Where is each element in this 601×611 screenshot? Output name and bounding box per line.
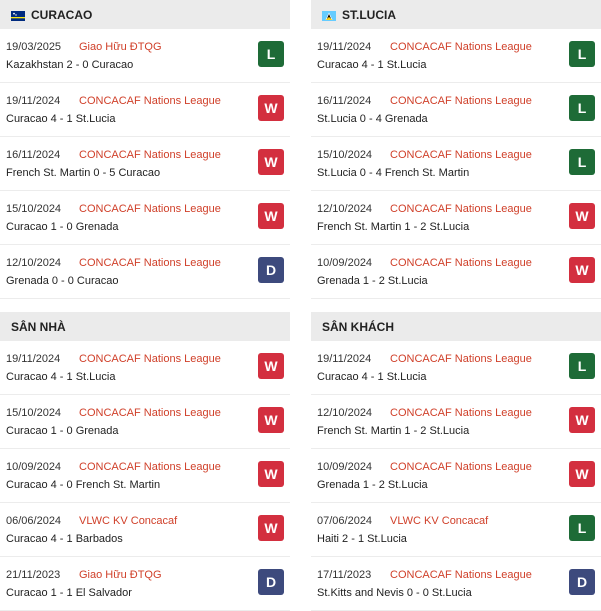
- match-row[interactable]: [0, 449, 290, 503]
- match-date: 15/10/2024: [6, 203, 62, 215]
- match-row[interactable]: [0, 557, 290, 611]
- match-date: 10/09/2024: [317, 257, 373, 269]
- match-row[interactable]: [311, 503, 601, 557]
- match-date: 10/09/2024: [6, 461, 62, 473]
- result-badge: W: [258, 407, 284, 433]
- team-name: ST.LUCIA: [342, 7, 396, 22]
- match-row[interactable]: [311, 191, 601, 245]
- match-score: St.Kitts and Nevis 0 - 0 St.Lucia: [317, 587, 472, 599]
- match-row[interactable]: [311, 245, 601, 299]
- match-competition[interactable]: CONCACAF Nations League: [79, 353, 221, 365]
- match-score: French St. Martin 0 - 5 Curacao: [6, 167, 161, 179]
- result-badge: W: [258, 461, 284, 487]
- match-row[interactable]: [311, 29, 601, 83]
- match-date: 19/11/2024: [6, 95, 61, 107]
- match-score: Kazakhstan 2 - 0 Curacao: [6, 59, 134, 71]
- match-score: Curacao 1 - 0 Grenada: [6, 221, 119, 233]
- match-competition[interactable]: CONCACAF Nations League: [79, 203, 221, 215]
- match-score: Grenada 0 - 0 Curacao: [6, 275, 119, 287]
- match-competition[interactable]: CONCACAF Nations League: [390, 461, 532, 473]
- match-row[interactable]: [311, 557, 601, 611]
- home-matches-list: [0, 341, 290, 611]
- match-row[interactable]: [0, 83, 290, 137]
- match-date: 19/11/2024: [6, 353, 61, 365]
- team-column-curacao: [0, 0, 290, 611]
- match-row[interactable]: [311, 83, 601, 137]
- match-score: Curacao 1 - 0 Grenada: [6, 425, 119, 437]
- match-row[interactable]: [311, 137, 601, 191]
- result-badge: W: [258, 203, 284, 229]
- result-badge: L: [569, 149, 595, 175]
- result-badge: L: [569, 41, 595, 67]
- match-score: Curacao 4 - 1 Barbados: [6, 533, 123, 545]
- match-competition[interactable]: Giao Hữu ĐTQG: [79, 41, 162, 53]
- match-date: 19/03/2025: [6, 41, 62, 53]
- match-score: French St. Martin 1 - 2 St.Lucia: [317, 425, 470, 437]
- match-date: 06/06/2024: [6, 515, 62, 527]
- match-competition[interactable]: CONCACAF Nations League: [390, 407, 532, 419]
- curacao-flag-icon: [11, 10, 25, 20]
- team-header-curacao: [0, 0, 290, 29]
- match-score: St.Lucia 0 - 4 French St. Martin: [317, 167, 470, 179]
- result-badge: W: [569, 407, 595, 433]
- match-competition[interactable]: CONCACAF Nations League: [79, 257, 221, 269]
- team-name: CURACAO: [31, 7, 93, 22]
- match-date: 07/06/2024: [317, 515, 373, 527]
- match-score: St.Lucia 0 - 4 Grenada: [317, 113, 428, 125]
- match-competition[interactable]: CONCACAF Nations League: [79, 95, 221, 107]
- match-row[interactable]: [0, 245, 290, 299]
- match-date: 17/11/2023: [317, 569, 372, 581]
- match-date: 16/11/2024: [317, 95, 372, 107]
- match-competition[interactable]: CONCACAF Nations League: [390, 203, 532, 215]
- match-row[interactable]: [311, 449, 601, 503]
- result-badge: L: [258, 41, 284, 67]
- result-badge: D: [258, 257, 284, 283]
- team-header-st-lucia: [311, 0, 601, 29]
- match-row[interactable]: [0, 191, 290, 245]
- match-score: Grenada 1 - 2 St.Lucia: [317, 479, 428, 491]
- result-badge: W: [569, 257, 595, 283]
- match-row[interactable]: [0, 29, 290, 83]
- recent-matches-list: [0, 29, 290, 299]
- match-date: 12/10/2024: [317, 203, 373, 215]
- section-header-away: [311, 312, 601, 341]
- section-title: SÂN KHÁCH: [322, 319, 394, 334]
- match-score: French St. Martin 1 - 2 St.Lucia: [317, 221, 470, 233]
- match-score: Haiti 2 - 1 St.Lucia: [317, 533, 407, 545]
- match-competition[interactable]: CONCACAF Nations League: [79, 461, 221, 473]
- match-date: 19/11/2024: [317, 353, 372, 365]
- result-badge: D: [569, 569, 595, 595]
- match-competition[interactable]: VLWC KV Concacaf: [79, 515, 178, 527]
- result-badge: L: [569, 353, 595, 379]
- match-row[interactable]: [0, 341, 290, 395]
- match-date: 15/10/2024: [6, 407, 62, 419]
- match-date: 10/09/2024: [317, 461, 373, 473]
- match-competition[interactable]: CONCACAF Nations League: [79, 407, 221, 419]
- match-score: Curacao 4 - 1 St.Lucia: [6, 371, 116, 383]
- match-row[interactable]: [0, 137, 290, 191]
- match-date: 21/11/2023: [6, 569, 61, 581]
- match-competition[interactable]: CONCACAF Nations League: [79, 149, 221, 161]
- match-row[interactable]: [0, 503, 290, 557]
- match-date: 16/11/2024: [6, 149, 61, 161]
- match-row[interactable]: [311, 395, 601, 449]
- result-badge: W: [258, 95, 284, 121]
- match-competition[interactable]: CONCACAF Nations League: [390, 95, 532, 107]
- st-lucia-flag-icon: [322, 10, 336, 20]
- result-badge: D: [258, 569, 284, 595]
- match-competition[interactable]: CONCACAF Nations League: [390, 149, 532, 161]
- result-badge: W: [569, 203, 595, 229]
- result-badge: W: [258, 149, 284, 175]
- section-title: SÂN NHÀ: [11, 319, 66, 334]
- match-competition[interactable]: CONCACAF Nations League: [390, 41, 532, 53]
- match-score: Curacao 4 - 1 St.Lucia: [317, 371, 427, 383]
- result-badge: W: [258, 353, 284, 379]
- result-badge: W: [569, 461, 595, 487]
- match-date: 19/11/2024: [317, 41, 372, 53]
- result-badge: W: [258, 515, 284, 541]
- match-competition[interactable]: CONCACAF Nations League: [390, 353, 532, 365]
- match-date: 12/10/2024: [317, 407, 373, 419]
- match-competition[interactable]: Giao Hữu ĐTQG: [79, 569, 162, 581]
- match-date: 12/10/2024: [6, 257, 62, 269]
- match-competition[interactable]: CONCACAF Nations League: [390, 569, 532, 581]
- match-row[interactable]: [311, 341, 601, 395]
- team-column-st-lucia: [311, 0, 601, 611]
- match-score: Grenada 1 - 2 St.Lucia: [317, 275, 428, 287]
- result-badge: L: [569, 95, 595, 121]
- recent-matches-list: [311, 29, 601, 299]
- match-score: Curacao 4 - 1 St.Lucia: [317, 59, 427, 71]
- match-score: Curacao 1 - 1 El Salvador: [6, 587, 132, 599]
- match-score: Curacao 4 - 0 French St. Martin: [6, 479, 161, 491]
- result-badge: L: [569, 515, 595, 541]
- away-matches-list: [311, 341, 601, 611]
- section-header-home: [0, 312, 290, 341]
- match-competition[interactable]: CONCACAF Nations League: [390, 257, 532, 269]
- match-row[interactable]: [0, 395, 290, 449]
- match-date: 15/10/2024: [317, 149, 373, 161]
- match-score: Curacao 4 - 1 St.Lucia: [6, 113, 116, 125]
- match-competition[interactable]: VLWC KV Concacaf: [390, 515, 489, 527]
